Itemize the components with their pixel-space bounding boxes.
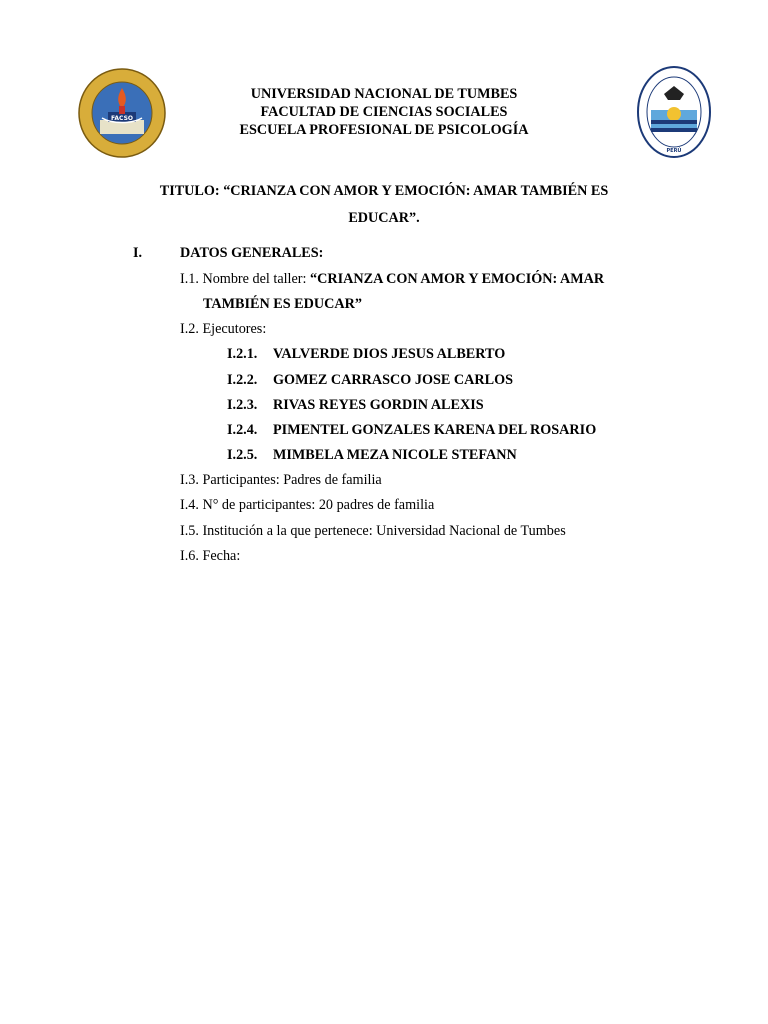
facso-logo-text: FACSO xyxy=(111,115,133,122)
school-name: ESCUELA PROFESIONAL DE PSICOLOGÍA xyxy=(239,122,529,138)
workshop-name-label: I.1. Nombre del taller: xyxy=(180,271,311,287)
executor-number: I.2.3. xyxy=(227,397,258,413)
document-header xyxy=(0,85,768,139)
executor-number: I.2.1. xyxy=(227,346,258,362)
faculty-name: FACULTAD DE CIENCIAS SOCIALES xyxy=(260,104,508,120)
executor-item xyxy=(227,422,596,439)
executor-name: RIVAS REYES GORDIN ALEXIS xyxy=(273,397,484,413)
university-name: UNIVERSIDAD NACIONAL DE TUMBES xyxy=(250,86,518,102)
executor-item xyxy=(227,372,513,389)
executor-name: MIMBELA MEZA NICOLE STEFANN xyxy=(273,447,517,463)
executor-item xyxy=(227,447,517,464)
participants-line: I.3. Participantes: Padres de familia xyxy=(180,472,382,488)
executor-name: VALVERDE DIOS JESUS ALBERTO xyxy=(273,346,506,362)
executor-name: GOMEZ CARRASCO JOSE CARLOS xyxy=(273,372,514,388)
workshop-name-value: “CRIANZA CON AMOR Y EMOCIÓN: AMAR xyxy=(310,271,605,287)
date-line: I.6. Fecha: xyxy=(180,548,241,564)
workshop-name-value-cont: TAMBIÉN ES EDUCAR” xyxy=(203,296,362,312)
executor-item xyxy=(227,346,505,363)
untumbes-logo-text: PERÚ xyxy=(666,148,682,154)
executor-number: I.2.2. xyxy=(227,372,258,388)
executor-number: I.2.4. xyxy=(227,422,258,438)
executors-label: I.2. Ejecutores: xyxy=(180,321,267,337)
section-heading: DATOS GENERALES: xyxy=(180,245,324,261)
institution-line: I.5. Institución a la que pertenece: Universidad Nacional de Tumbes xyxy=(180,523,566,539)
section-number: I. xyxy=(133,245,143,261)
document-title: TITULO: “CRIANZA CON AMOR Y EMOCIÓN: AMAR TAMBIÉN ES EDUCAR”. xyxy=(159,183,609,226)
executor-number: I.2.5. xyxy=(227,447,258,463)
executor-item xyxy=(227,397,484,414)
participant-count-line: I.4. N° de participantes: 20 padres de familia xyxy=(180,497,435,513)
workshop-name-line xyxy=(180,271,604,288)
executor-name: PIMENTEL GONZALES KARENA DEL ROSARIO xyxy=(273,422,597,438)
